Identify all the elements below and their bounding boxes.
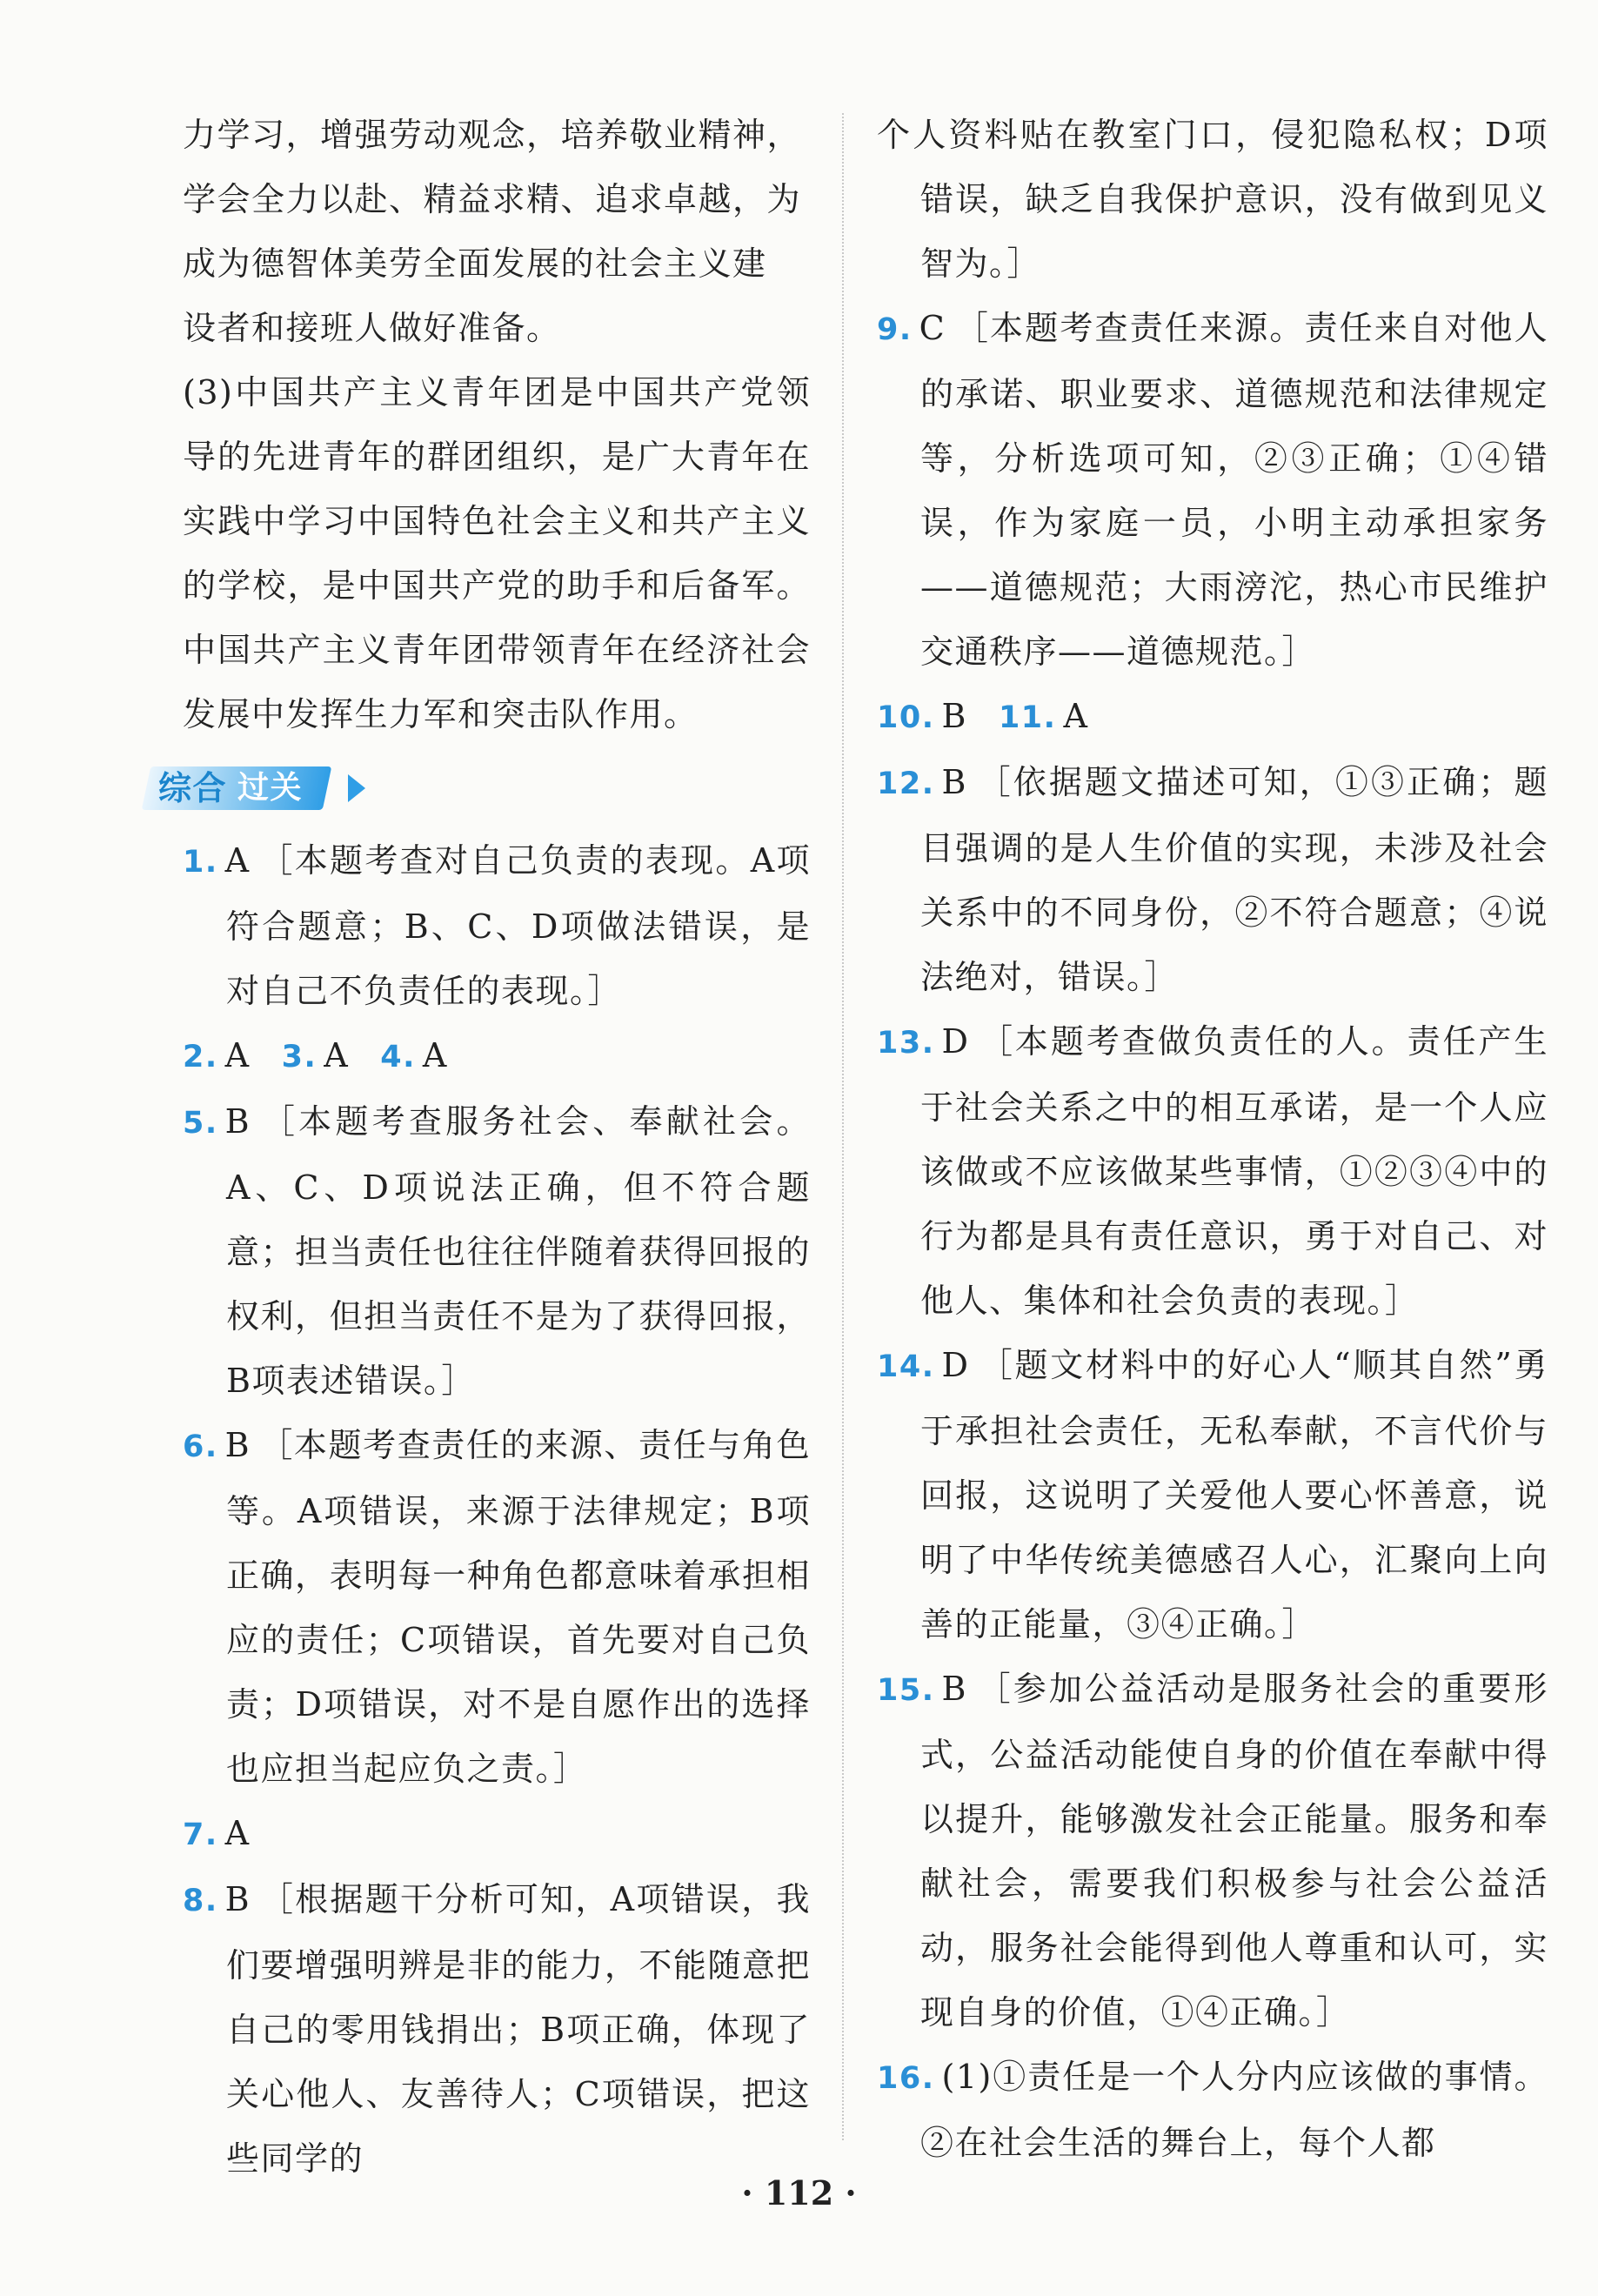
intro-line: 成为德智体美劳全面发展的社会主义建 bbox=[183, 244, 767, 283]
explanation: ［依据题文描述可知，①③正确；题目强调的是人生价值的实现，未涉及社会关系中的不同身份，②不符合题意；④说法绝对，错误。］ bbox=[920, 763, 1548, 996]
question-number: 16. bbox=[877, 2061, 935, 2096]
arrow-right-icon bbox=[348, 774, 365, 802]
question-number: 5. bbox=[183, 1106, 218, 1141]
explanation: ［题文材料中的好心人“顺其自然”勇于承担社会责任，无私奉献，不言代价与回报，这说明了关爱他人要心怀善意，说明了中华传统美德感召人心，汇聚向上向善的正能量，③④正确。］ bbox=[920, 1346, 1548, 1643]
answer-choice: A bbox=[1063, 697, 1089, 735]
question-number: 13. bbox=[877, 1026, 935, 1061]
right-column bbox=[877, 103, 1548, 2175]
question-number: 7. bbox=[183, 1817, 218, 1852]
paragraph-3: (3)中国共产主义青年团是中国共产党领导的先进青年的群团组织，是广大青年在实践中学习中国特色社会主义和共产主义的学校，是中国共产党的助手和后备军。中国共产主义青年团带领青年在经济社会发展中发挥生力军和突击队作用。 bbox=[183, 373, 811, 733]
explanation: ［本题考查责任来源。责任来自对他人的承诺、职业要求、道德规范和法律规定等，分析选项可知，②③正确；①④错误，作为家庭一员，小明主动承担家务——道德规范；大雨滂沱，热心市民维护交通秩序——道德规范。］ bbox=[920, 309, 1548, 671]
question-number: 12. bbox=[877, 766, 935, 801]
question-number: 2. bbox=[183, 1040, 218, 1074]
left-column bbox=[158, 103, 811, 2191]
intro-line: 力学习，增强劳动观念，培养敬业精神， bbox=[183, 116, 802, 154]
column-divider bbox=[842, 113, 845, 2140]
answer-choice: B bbox=[224, 1880, 251, 1918]
answer-item-16 bbox=[877, 2045, 1548, 2175]
answer-choice: D bbox=[941, 1346, 970, 1384]
explanation: ［根据题干分析可知，A项错误，我们要增强明辨是非的能力，不能随意把自己的零用钱捐出；B项正确，体现了关心他人、友善待人；C项错误，把这些同学的 bbox=[226, 1880, 811, 2178]
answer-choice: B bbox=[941, 763, 967, 801]
question-number: 10. bbox=[877, 700, 935, 735]
answer-item-6 bbox=[183, 1413, 811, 1801]
section-banner bbox=[142, 766, 332, 810]
question-number: 11. bbox=[998, 700, 1057, 735]
question-number: 1. bbox=[183, 845, 218, 880]
answer-choice: A bbox=[324, 1036, 350, 1074]
question-number: 9. bbox=[877, 312, 913, 347]
answer-choice: A bbox=[422, 1036, 448, 1074]
section-title-b: 过关 bbox=[237, 770, 304, 806]
answer-choice: B bbox=[224, 1102, 251, 1141]
answer-item-15 bbox=[877, 1657, 1548, 2045]
answer-choice: B bbox=[941, 1670, 967, 1708]
explanation: ［参加公益活动是服务社会的重要形式，公益活动能使自身的价值在奉献中得以提升，能够激发社会正能量。服务和奉献社会，需要我们积极参与社会公益活动，服务社会能得到他人尊重和认可，实现自身的价值，①④正确。］ bbox=[920, 1670, 1548, 2032]
answer-choice: B bbox=[941, 697, 967, 735]
question-number: 14. bbox=[877, 1349, 935, 1384]
explanation: ［本题考查责任的来源、责任与角色等。A项错误，来源于法律规定；B项正确，表明每一种角色都意味着承担相应的责任；C项错误，首先要对自己负责；D项错误，对不是自愿作出的选择也应担当起应负之责。］ bbox=[226, 1426, 811, 1788]
answer-item-8-continued bbox=[877, 103, 1548, 296]
question-number: 15. bbox=[877, 1673, 935, 1708]
answer-choice: A bbox=[224, 841, 251, 880]
explanation: ［本题考查服务社会、奉献社会。A、C、D项说法正确，但不符合题意；担当责任也往往伴随着获得回报的权利，但担当责任不是为了获得回报，B项表述错误。］ bbox=[226, 1102, 811, 1400]
explanation: (1)①责任是一个人分内应该做的事情。②在社会生活的舞台上，每个人都 bbox=[920, 2058, 1548, 2162]
question-number: 4. bbox=[380, 1040, 416, 1074]
answer-item-12 bbox=[877, 750, 1548, 1009]
answer-item-14 bbox=[877, 1333, 1548, 1657]
answer-item-13 bbox=[877, 1009, 1548, 1333]
answer-item-1 bbox=[183, 828, 811, 1023]
explanation: 个人资料贴在教室门口，侵犯隐私权；D项错误，缺乏自我保护意识，没有做到见义智为。］ bbox=[877, 116, 1548, 283]
section-heading bbox=[146, 753, 811, 823]
explanation: ［本题考查做负责任的人。责任产生于社会关系之中的相互承诺，是一个人应该做或不应该做某些事情，①②③④中的行为都是具有责任意识，勇于对自己、对他人、集体和社会负责的表现。］ bbox=[920, 1022, 1548, 1320]
answer-choice: A bbox=[224, 1814, 251, 1852]
question-number: 8. bbox=[183, 1884, 218, 1918]
answer-choice: A bbox=[224, 1036, 251, 1074]
intro-line: 学会全力以赴、精益求精、追求卓越，为 bbox=[183, 180, 802, 218]
answer-item-9 bbox=[877, 296, 1548, 684]
answer-choice: D bbox=[941, 1022, 970, 1061]
page-number: · 112 · bbox=[741, 2173, 857, 2212]
question-number: 6. bbox=[183, 1429, 218, 1464]
answer-item-8 bbox=[183, 1867, 811, 2191]
intro-line: 设者和接班人做好准备。 bbox=[183, 309, 561, 347]
section-title-a: 综合 bbox=[158, 769, 228, 807]
answer-choice: C bbox=[919, 309, 946, 347]
answer-item-10-11 bbox=[877, 684, 1548, 750]
answer-item-5 bbox=[183, 1089, 811, 1413]
answer-item-7 bbox=[183, 1801, 811, 1867]
answer-item-2-4 bbox=[183, 1023, 811, 1089]
explanation: ［本题考查对自己负责的表现。A项符合题意；B、C、D项做法错误，是对自己不负责任的表现。］ bbox=[226, 841, 811, 1010]
answer-choice: B bbox=[224, 1426, 251, 1464]
question-number: 3. bbox=[281, 1040, 318, 1074]
